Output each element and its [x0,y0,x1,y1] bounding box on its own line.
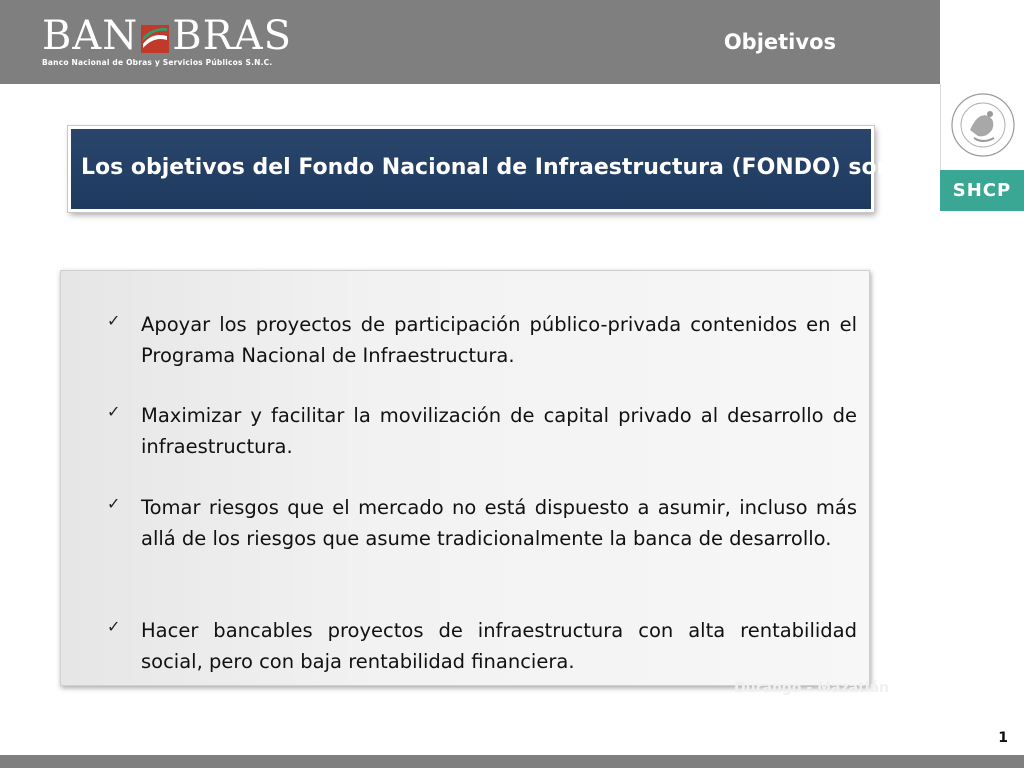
logo-word-left: BAN [42,13,139,59]
checkmark-icon: ✓ [107,494,121,513]
heading-box [68,126,902,212]
objectives-panel [60,270,870,686]
list-item [101,400,857,462]
page-number: 1 [998,730,1008,746]
shcp-badge: SHCP [940,170,1024,211]
bullet-text: Hacer bancables proyectos de infraestructura con alta rentabilidad social, pero con baja rentabilidad financiera. [141,619,857,673]
checkmark-icon: ✓ [107,311,121,330]
logo-word-right: BRAS [172,13,293,59]
banobras-logo [42,13,293,67]
section-title: Objetivos [723,30,836,54]
bullet-text: Apoyar los proyectos de participación público-privada contenidos en el Programa Nacional de Infraestructura. [141,313,857,367]
header-bar [0,0,940,84]
footer-bar [0,755,1024,768]
logo-emblem-icon [140,21,170,51]
checkmark-icon: ✓ [107,402,121,421]
list-item [101,492,857,554]
right-strip [940,211,1024,755]
bullet-text: Maximizar y facilitar la movilización de capital privado al desarrollo de infraestructura. [141,404,857,458]
logo-subtitle: Banco Nacional de Obras y Servicios Públicos S.N.C. [42,58,273,67]
bullet-text: Tomar riesgos que el mercado no está dispuesto a asumir, incluso más allá de los riesgos que asume tradicionalmente la banca de desarrollo. [141,496,857,550]
mexico-seal-icon [948,90,1018,160]
list-item [101,615,857,677]
photo-caption-watermark: Durango - Mazatlán [734,680,889,696]
checkmark-icon: ✓ [107,617,121,636]
slide-heading: Los objetivos del Fondo Nacional de Infraestructura (FONDO) son: [81,155,902,180]
list-item [101,309,857,371]
